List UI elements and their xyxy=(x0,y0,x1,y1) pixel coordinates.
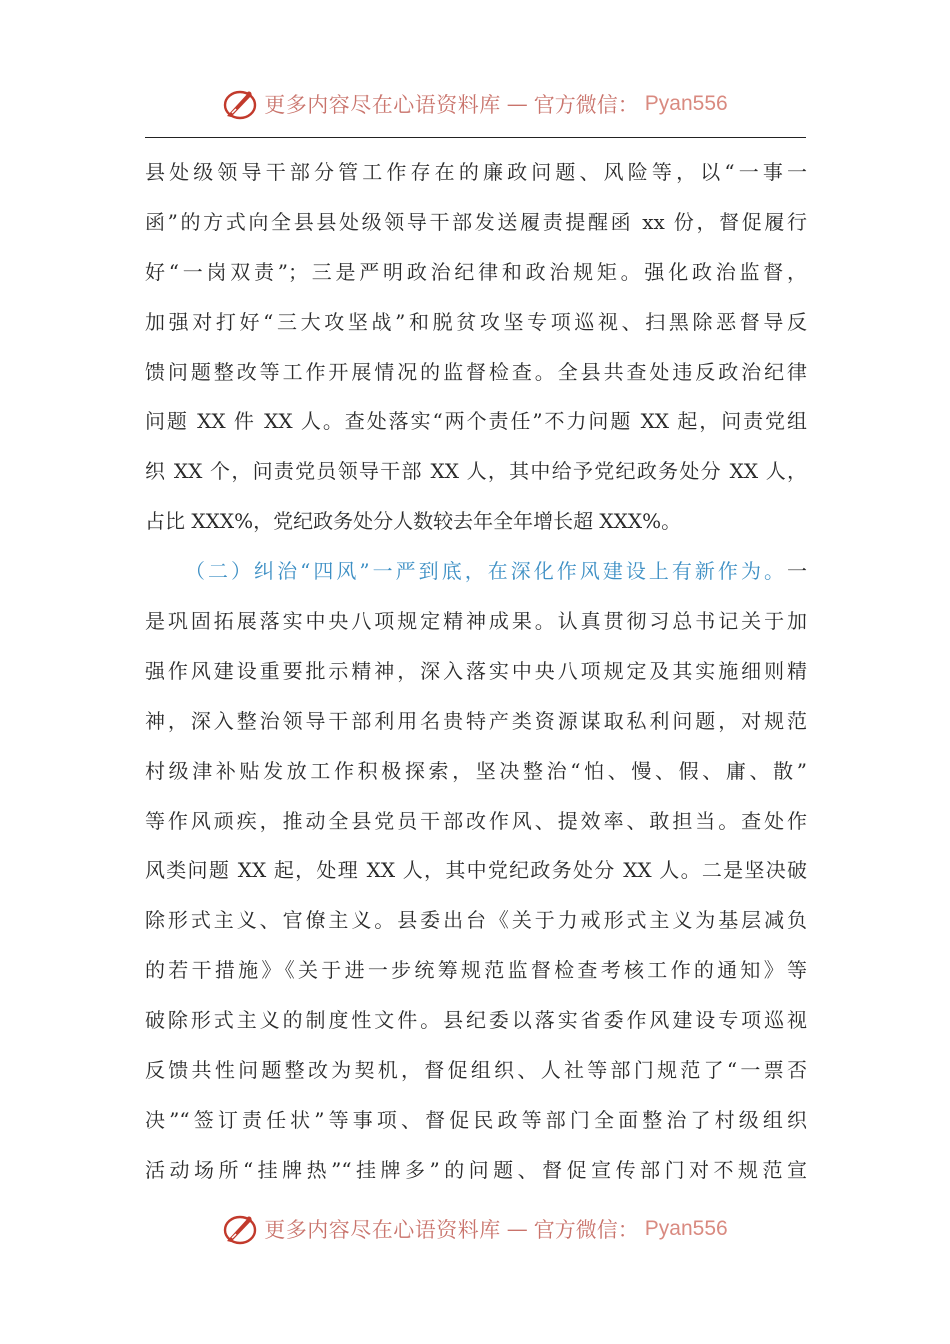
text-line: 函”的方式向全县县处级领导干部发送履责提醒函 xx 份，督促履行 xyxy=(145,209,807,234)
footer-banner xyxy=(0,1209,950,1249)
paragraph-1 xyxy=(145,148,807,547)
banner-dash: — xyxy=(506,92,528,116)
banner-wechat-label: 官方微信： xyxy=(533,93,639,117)
banner-wechat-id: Pyan556 xyxy=(644,1217,728,1240)
text-line: 反馈共性问题整改为契机，督促组织、人社等部门规范了“一票否 xyxy=(145,1058,807,1083)
header-banner xyxy=(0,84,950,124)
text-line: 占比 XXX%，党纪政务处分人数较去年全年增长超 XXX%。 xyxy=(145,509,682,534)
banner-title: 更多内容尽在心语资料库 xyxy=(264,1218,501,1242)
text-line: 的若干措施》《关于进一步统筹规范监督检查考核工作的通知》等 xyxy=(145,958,807,983)
text-line: 风类问题 XX 起，处理 XX 人，其中党纪政务处分 XX 人。二是坚决破 xyxy=(145,858,807,883)
paragraph-2 xyxy=(145,547,807,1196)
text-line: 是巩固拓展落实中央八项规定精神成果。认真贯彻习总书记关于加 xyxy=(145,609,807,634)
text-line: 强作风建设重要批示精神，深入落实中央八项规定及其实施细则精 xyxy=(145,658,807,683)
text-line: 神，深入整治领导干部利用名贵特产类资源谋取私利问题，对规范 xyxy=(145,708,807,733)
quill-logo-icon xyxy=(222,86,258,122)
text-line: 破除形式主义的制度性文件。县纪委以落实省委作风建设专项巡视 xyxy=(145,1008,807,1033)
text-line: 决”“签订责任状”等事项、督促民政等部门全面整治了村级组织 xyxy=(145,1107,807,1132)
text-line: 问题 XX 件 XX 人。查处落实“两个责任”不力问题 XX 起，问责党组 xyxy=(145,409,807,434)
text-line: 好“一岗双责”；三是严明政治纪律和政治规矩。强化政治监督， xyxy=(145,259,807,284)
quill-logo-icon xyxy=(222,1211,258,1247)
section-heading-line xyxy=(145,547,807,597)
text-line: 加强对打好“三大攻坚战”和脱贫攻坚专项巡视、扫黑除恶督导反 xyxy=(145,309,807,334)
heading-line-rest: 一 xyxy=(787,559,807,584)
document-body xyxy=(145,148,807,1196)
text-line: 县处级领导干部分管工作存在的廉政问题、风险等，以“一事一 xyxy=(145,160,807,184)
text-line: 等作风顽疾，推动全县党员干部改作风、提效率、敢担当。查处作 xyxy=(145,808,807,833)
banner-title: 更多内容尽在心语资料库 xyxy=(264,93,501,117)
section-heading: （二）纠治“四风”一严到底，在深化作风建设上有新作为。 xyxy=(185,559,787,584)
banner-wechat-label: 官方微信： xyxy=(533,1218,639,1242)
text-line: 除形式主义、官僚主义。县委出台《关于力戒形式主义为基层减负 xyxy=(145,908,807,933)
text-line: 活动场所“挂牌热”“挂牌多”的问题、督促宣传部门对不规范宣 xyxy=(145,1157,807,1182)
header-divider xyxy=(145,137,806,138)
text-line: 织 XX 个，问责党员领导干部 XX 人，其中给予党纪政务处分 XX 人， xyxy=(145,459,807,484)
banner-wechat-id: Pyan556 xyxy=(644,92,728,115)
text-line: 村级津补贴发放工作积极探索，坚决整治“怕、慢、假、庸、散” xyxy=(145,758,807,783)
text-line: 馈问题整改等工作开展情况的监督检查。全县共查处违反政治纪律 xyxy=(145,359,807,384)
banner-dash: — xyxy=(506,1217,528,1241)
